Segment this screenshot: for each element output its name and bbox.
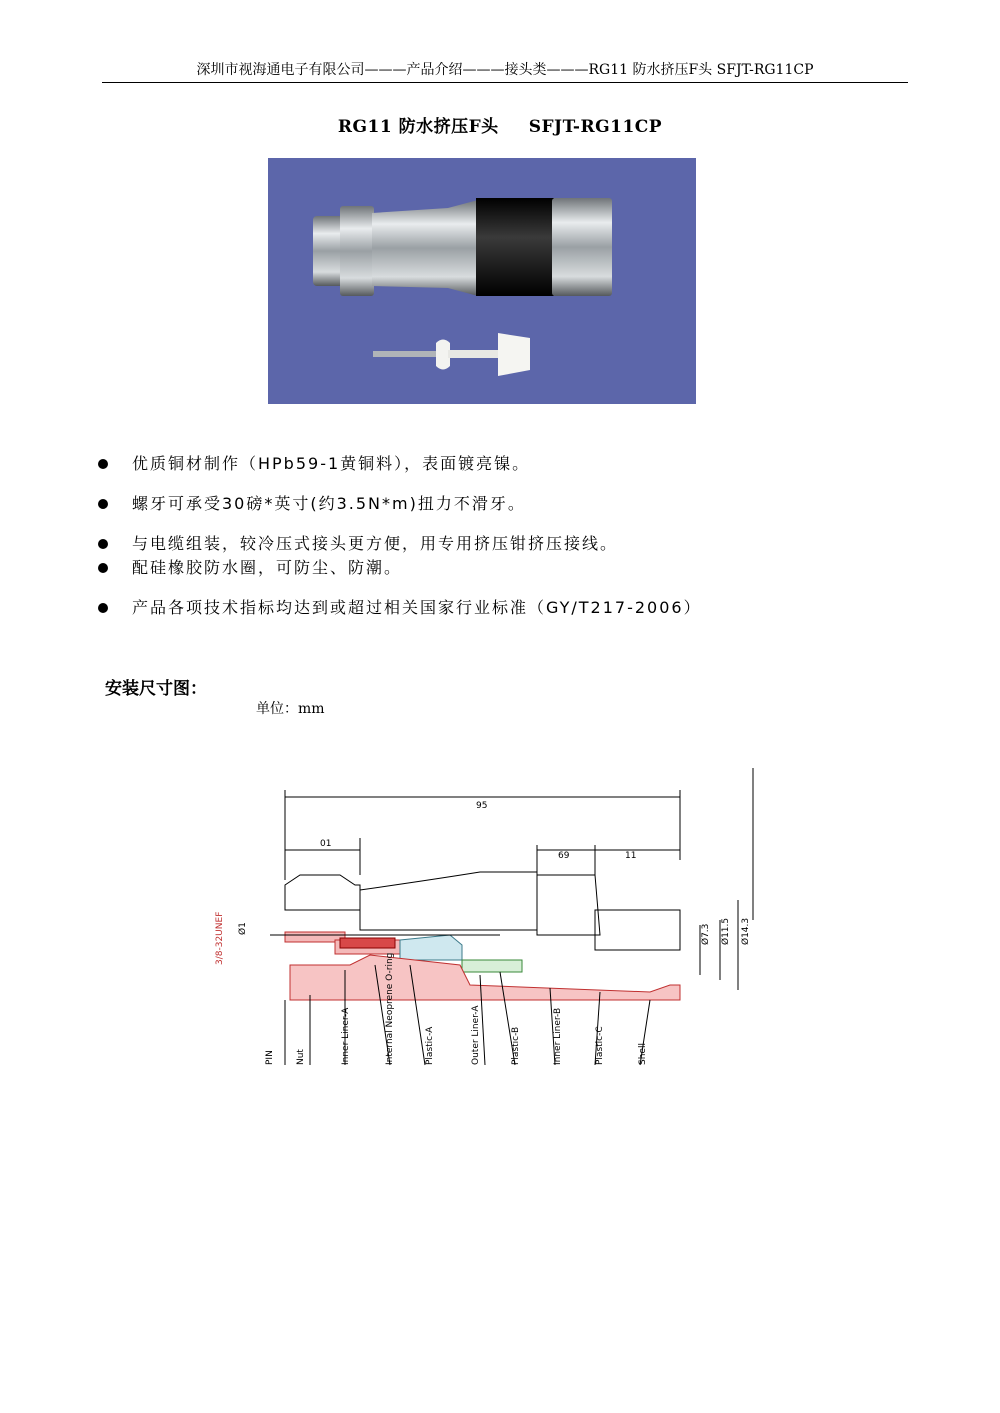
insulator-part-a: [436, 340, 450, 370]
dim-dia3: Ø14.3: [741, 917, 751, 945]
section-title: 安装尺寸图：: [105, 679, 207, 699]
unit-label: 单位：mm: [256, 701, 325, 717]
connector-body: [372, 200, 478, 296]
bullet-icon: [98, 603, 108, 613]
product-name: RG11 防水挤压F头: [337, 117, 499, 137]
part-label: Plastic-A: [425, 1026, 435, 1065]
part-label: Inner Liner-B: [553, 1007, 563, 1065]
part-label: Plastic-B: [511, 1026, 521, 1065]
part-label: Plastic-C: [595, 1026, 605, 1065]
part-label: Nut: [296, 1049, 306, 1065]
feature-item: 优质铜材制作（HPb59-1黄铜料），表面镀亮镍。: [98, 452, 898, 476]
connector-shell: [552, 198, 612, 296]
feature-item: 螺牙可承受30磅*英寸(约3.5N*m)扭力不滑牙。: [98, 492, 898, 516]
part-label: Shell: [638, 1043, 648, 1065]
bullet-icon: [98, 459, 108, 469]
dim-d2: 11: [625, 851, 637, 861]
bullet-icon: [98, 499, 108, 509]
dim-total: 95: [476, 801, 488, 811]
insulator-rod: [448, 350, 498, 358]
product-photo: [268, 158, 696, 404]
dim-hex: 01: [320, 839, 332, 849]
waterproof-rubber-ring: [476, 198, 554, 296]
installation-dimension-drawing: [200, 760, 780, 1070]
dim-dia2: Ø11.5: [721, 917, 731, 945]
part-label: Internal Neoprene O-ring: [385, 952, 395, 1065]
pin-wire: [373, 351, 443, 357]
dim-thread: 3/8-32UNEF: [215, 911, 225, 965]
hex-nut: [340, 206, 374, 296]
feature-list: [98, 452, 898, 617]
page-header: 深圳市视海通电子有限公司———产品介绍———接头类———RG11 防水挤压F头 SFJT-RG11CP: [102, 58, 908, 83]
page-title: [0, 112, 1000, 137]
insulator-part-b: [498, 333, 530, 376]
bullet-icon: [98, 563, 108, 573]
feature-item: 与电缆组装，较冷压式接头更方便，用专用挤压钳挤压接线。: [98, 532, 898, 556]
dim-d1: 69: [558, 851, 570, 861]
part-label: Outer Liner-A: [471, 1005, 481, 1065]
dim-dia1: Ø7.3: [701, 923, 711, 945]
dim-pin: Ø1: [238, 922, 248, 935]
feature-item: 配硅橡胶防水圈，可防尘、防潮。: [98, 556, 898, 580]
bullet-icon: [98, 539, 108, 549]
part-label: Inner Liner-A: [341, 1007, 351, 1065]
product-model: SFJT-RG11CP: [528, 117, 663, 137]
part-label: PIN: [265, 1050, 275, 1065]
feature-item: 产品各项技术指标均达到或超过相关国家行业标准（GY/T217-2006）: [98, 596, 898, 620]
